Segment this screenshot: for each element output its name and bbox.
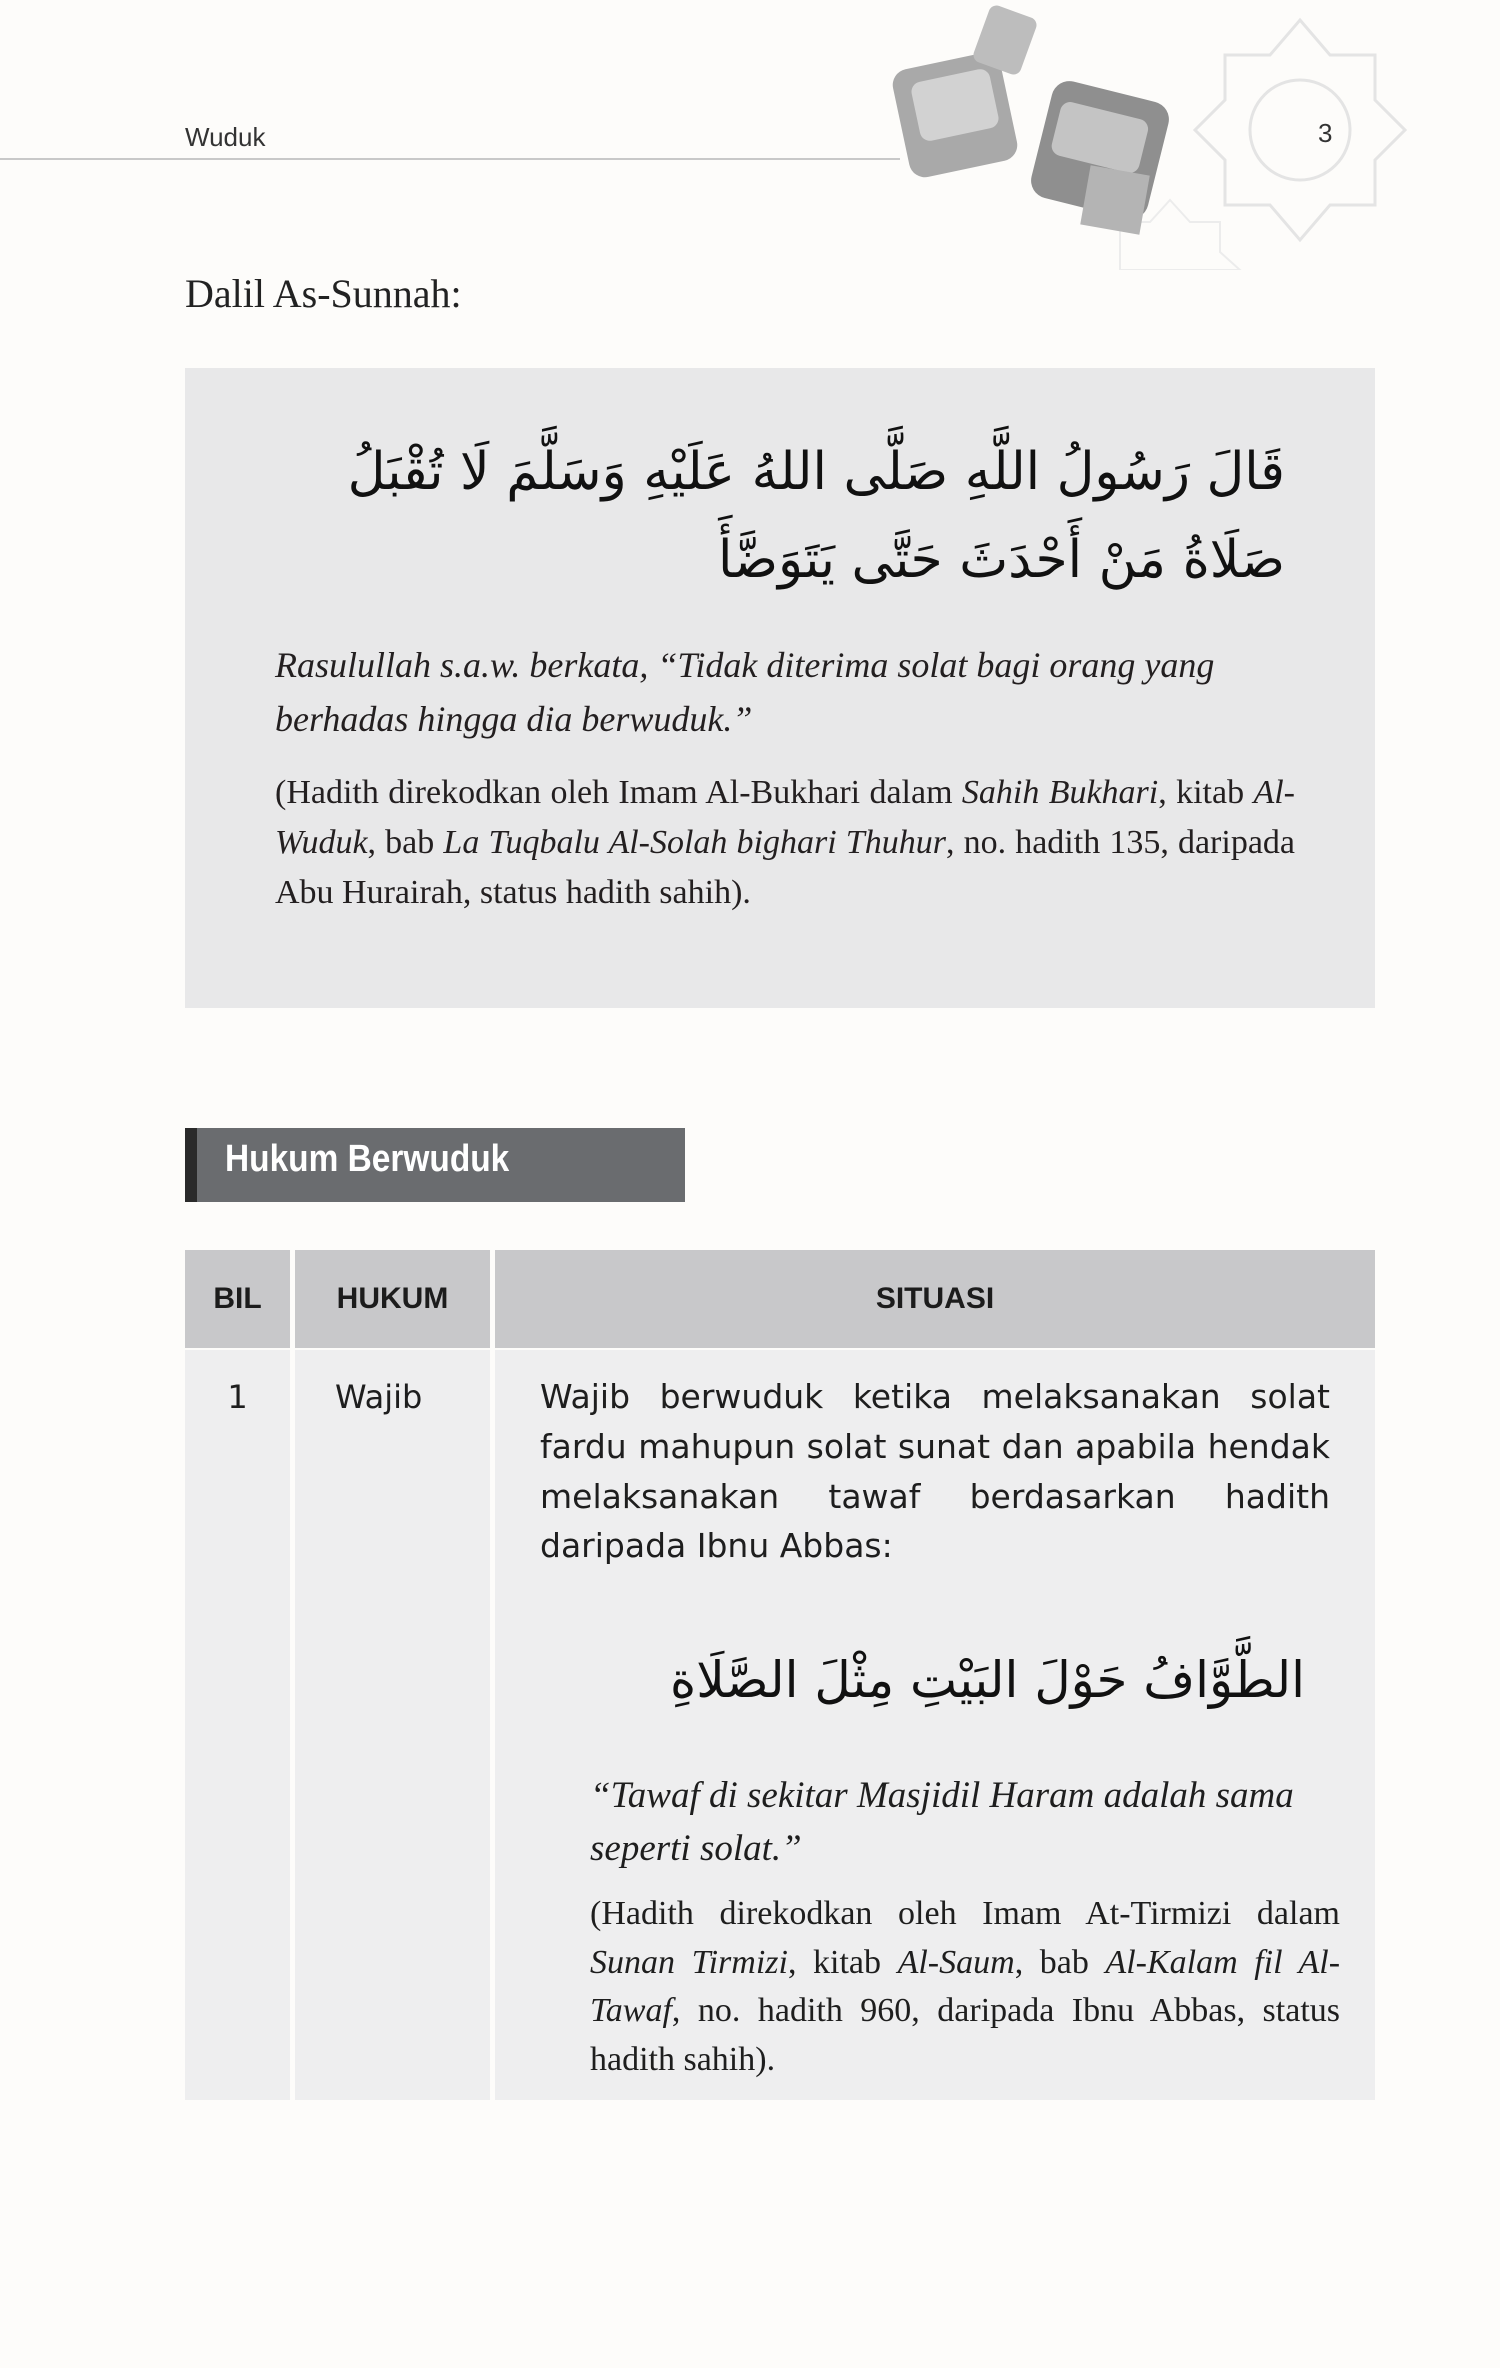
citation-bab: Al-Kalam fil Al-Tawaf — [590, 1943, 1341, 2030]
column-header-situasi: SITUASI — [495, 1250, 1375, 1348]
header-photo-decoration — [860, 0, 1420, 270]
table-row-situasi: Wajib berwuduk ketika melaksanakan solat fardu mahupun solat sunat dan apabila hendak melaksanakan tawaf berdasarkan hadith daripada Ibnu Abbas: — [540, 1377, 1330, 1566]
citation-book: Sunan Tirmizi — [590, 1943, 788, 1981]
table-row-hukum: Wajib — [335, 1378, 423, 1416]
table-row-arabic-text: الطَّوَّافُ حَوْلَ البَيْتِ مِثْلَ الصَّلَاةِ — [670, 1651, 1305, 1709]
citation-text: (Hadith direkodkan oleh Imam At-Tirmizi dalam — [590, 1895, 1340, 1932]
hukum-table — [185, 1250, 1375, 2100]
dalil-translation: Rasulullah s.a.w. berkata, “Tidak diterima solat bagi orang yang berhadas hingga dia berwuduk.” — [275, 645, 1215, 739]
citation-text: , bab — [1014, 1943, 1106, 1981]
column-header-bil: BIL — [185, 1250, 290, 1348]
dalil-citation — [275, 768, 1295, 918]
dalil-arabic-text: قَالَ رَسُولُ اللَّهِ صَلَّى اللهُ عَلَيْهِ وَسَلَّمَ لَا تُقْبَلُ صَلَاةُ مَنْ أَحْدَثَ حَتَّى يَتَوَضَّأَ — [347, 442, 1285, 591]
citation-text: , kitab — [1158, 774, 1254, 811]
hukum-section-banner — [185, 1128, 685, 1202]
citation-text: , no. hadith 960, daripada Ibnu Abbas, status hadith sahih). — [590, 1992, 1340, 2078]
citation-text: (Hadith direkodkan oleh Imam Al-Bukhari dalam — [275, 774, 962, 811]
column-header-hukum: HUKUM — [295, 1250, 490, 1348]
citation-kitab: Al-Wuduk — [275, 774, 1296, 861]
page-number: 3 — [1318, 118, 1333, 148]
citation-kitab: Al-Saum — [897, 1943, 1015, 1981]
table-row-translation: “Tawaf di sekitar Masjidil Haram adalah sama seperti solat.” — [590, 1775, 1294, 1869]
table-cell-bg — [185, 1350, 290, 2100]
dalil-box — [185, 368, 1375, 1008]
dalil-heading: Dalil As-Sunnah: — [185, 271, 462, 316]
table-row-citation — [590, 1890, 1340, 2084]
table-cell-bg — [295, 1350, 490, 2100]
running-header-title: Wuduk — [185, 122, 266, 152]
citation-text: , no. hadith 135, daripada Abu Hurairah, status hadith sahih). — [275, 823, 1295, 911]
citation-book: Sahih Bukhari — [961, 774, 1159, 811]
citation-bab: La Tuqbalu Al-Solah bighari Thuhur — [443, 823, 946, 861]
citation-text: , bab — [367, 823, 444, 861]
table-row-bil: 1 — [227, 1378, 248, 1416]
star-ornament-icon — [1195, 20, 1405, 240]
hukum-banner-label: Hukum Berwuduk — [225, 1138, 510, 1180]
citation-text: , kitab — [787, 1943, 898, 1981]
header-divider — [0, 158, 900, 160]
